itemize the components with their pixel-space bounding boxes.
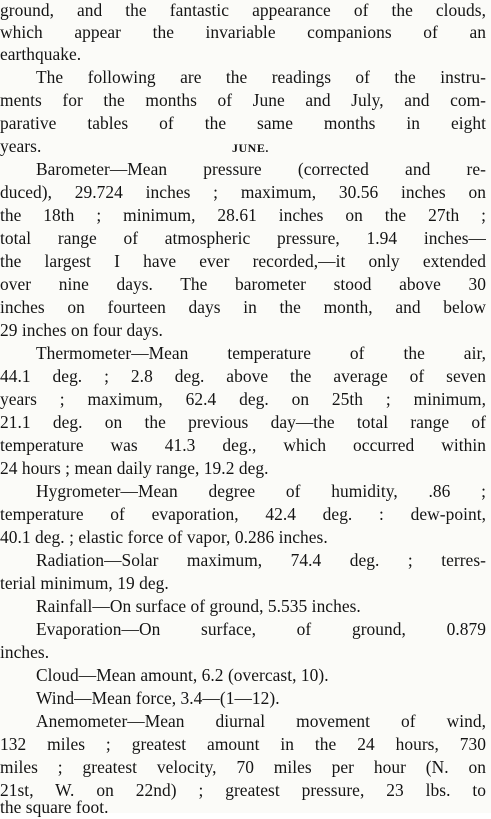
text-line-wind: Wind—Mean force, 3.4—(1—12). — [36, 688, 280, 708]
text-line-21: temperature was 41.3 deg., which occurred within — [0, 435, 486, 455]
section-heading-june: JUNE. — [232, 141, 269, 155]
text-line-13: the largest I have ever recorded,—it only extended — [0, 251, 486, 271]
text-line-radiation: Radiation—Solar maximum, 74.4 deg. ; terres- — [36, 550, 486, 570]
text-line-16: 29 inches on four days. — [0, 320, 163, 340]
text-line-6: parative tables of the same months in eight — [0, 113, 486, 133]
text-line-22: 24 hours ; mean daily range, 19.2 deg. — [0, 458, 269, 478]
text-line-12: total range of atmospheric pressure, 1.94 inches— — [0, 228, 486, 248]
text-line-27: terial minimum, 19 deg. — [0, 573, 169, 593]
text-line-7: years. — [0, 136, 42, 156]
text-line-hygrometer: Hygrometer—Mean degree of humidity, .86 ; — [36, 481, 486, 501]
text-line-19: years ; maximum, 62.4 deg. on 25th ; minimum, — [0, 389, 486, 409]
text-line-evaporation: Evaporation—On surface, of ground, 0.879 — [36, 619, 486, 639]
text-line-34: 132 miles ; greatest amount in the 24 hours, 730 — [0, 734, 486, 754]
text-line-15: inches on fourteen days in the month, and below — [0, 297, 486, 317]
text-line-2: which appear the invariable companions of an — [0, 22, 486, 42]
text-line-3: earthquake. — [0, 44, 82, 64]
text-line-24: temperature of evaporation, 42.4 deg. : dew-point, — [0, 504, 486, 524]
text-line-thermometer: Thermometer—Mean temperature of the air, — [36, 343, 486, 363]
text-line-20: 21.1 deg. on the previous day—the total range of — [0, 412, 486, 432]
text-line-25: 40.1 deg. ; elastic force of vapor, 0.286 inches. — [0, 527, 328, 547]
text-line-1: ground, and the fantastic appearance of the clouds, — [0, 0, 486, 20]
text-line-30: inches. — [0, 642, 50, 662]
text-line-cloud: Cloud—Mean amount, 6.2 (overcast, 10). — [36, 665, 329, 685]
text-line-14: over nine days. The barometer stood above 30 — [0, 274, 486, 294]
text-line-5: ments for the months of June and July, and com- — [0, 90, 486, 110]
text-line-37: the square foot. — [0, 797, 109, 817]
text-line-barometer: Barometer—Mean pressure (corrected and re- — [36, 159, 486, 179]
text-line-10: duced), 29.724 inches ; maximum, 30.56 inches on — [0, 182, 486, 202]
text-line-18: 44.1 deg. ; 2.8 deg. above the average of seven — [0, 366, 486, 386]
text-line-11: the 18th ; minimum, 28.61 inches on the 27th ; — [0, 205, 486, 225]
text-line-rainfall: Rainfall—On surface of ground, 5.535 inches. — [36, 596, 361, 616]
text-line-anemometer: Anemometer—Mean diurnal movement of wind, — [36, 711, 486, 731]
text-line-35: miles ; greatest velocity, 70 miles per hour (N. on — [0, 757, 486, 777]
text-line-36: 21st, W. on 22nd) ; greatest pressure, 23 lbs. to — [0, 780, 486, 800]
text-line-4: The following are the readings of the instru- — [36, 67, 486, 87]
